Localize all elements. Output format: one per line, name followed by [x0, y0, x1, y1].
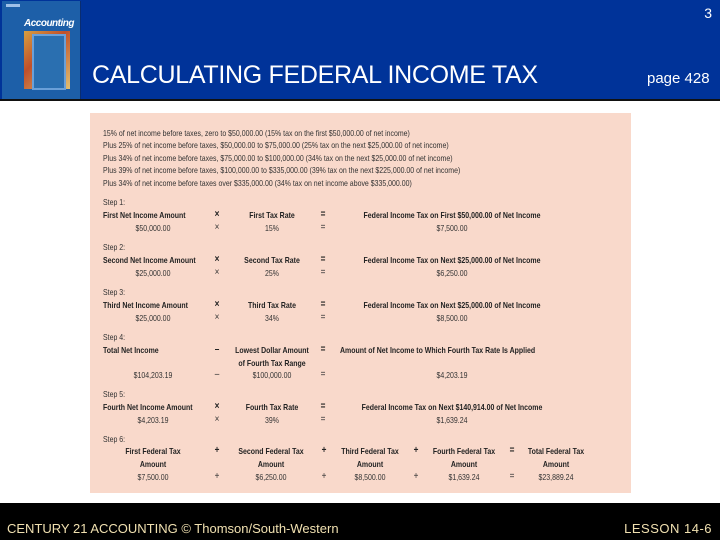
step-header: Amount	[356, 459, 384, 469]
step-label: Step 2:	[103, 242, 126, 252]
operator: =	[320, 209, 326, 220]
operator: +	[214, 471, 220, 482]
step-header: Lowest Dollar Amount	[235, 345, 309, 355]
operator: ×	[214, 222, 220, 233]
step-header: Amount	[257, 459, 285, 469]
step-label: Step 6:	[103, 434, 126, 444]
tax-bracket-line: Plus 34% of net income before taxes over $335,000.00 (34% tax on net income above $335,000.00)	[103, 178, 412, 188]
step-label: Step 4:	[103, 332, 126, 342]
step-label: Step 1:	[103, 197, 126, 207]
cover-title: Accounting	[24, 18, 74, 29]
operator: +	[413, 445, 419, 456]
step-value: $6,250.00	[255, 472, 287, 482]
step-header: First Tax Rate	[249, 210, 295, 220]
operator: ×	[214, 401, 220, 412]
step-header: of Fourth Tax Range	[238, 358, 306, 368]
step-value: $100,000.00	[252, 370, 292, 380]
step-header: First Federal Tax	[125, 446, 181, 456]
page-reference: page 428	[647, 70, 710, 87]
slide-footer	[0, 503, 720, 540]
step-value: $4,203.19	[137, 415, 169, 425]
step-value: 39%	[265, 415, 279, 425]
step-value: 15%	[265, 223, 279, 233]
step-value: $8,500.00	[436, 313, 468, 323]
operator: =	[320, 369, 326, 380]
step-header: Second Net Income Amount	[103, 255, 196, 265]
step-header: Amount	[450, 459, 478, 469]
slide-header	[0, 0, 720, 101]
step-value: $4,203.19	[436, 370, 468, 380]
step-value: $23,889.24	[538, 472, 574, 482]
step-header: Third Tax Rate	[248, 300, 296, 310]
cover-publisher-mark	[6, 4, 20, 7]
book-cover-image	[2, 1, 81, 99]
operator: =	[320, 401, 326, 412]
slide-number: 3	[704, 5, 712, 21]
step-value: $104,203.19	[133, 370, 173, 380]
step-value: 25%	[265, 268, 279, 278]
operator: –	[214, 369, 220, 380]
step-header: Federal Income Tax on Next $25,000.00 of Net Income	[363, 255, 541, 265]
step-header: Second Tax Rate	[244, 255, 300, 265]
tax-bracket-line: Plus 39% of net income before taxes, $100,000.00 to $335,000.00 (39% tax on the next $225,000.00 of net income)	[103, 165, 461, 175]
operator: ×	[214, 209, 220, 220]
tax-bracket-line: 15% of net income before taxes, zero to $50,000.00 (15% tax on the first $50,000.00 of net income)	[103, 128, 410, 138]
step-value: $7,500.00	[137, 472, 169, 482]
page-title: CALCULATING FEDERAL INCOME TAX	[92, 61, 538, 89]
step-value: $6,250.00	[436, 268, 468, 278]
step-value: $50,000.00	[135, 223, 171, 233]
step-header: Third Net Income Amount	[103, 300, 188, 310]
step-label: Step 3:	[103, 287, 126, 297]
cover-door-illustration	[32, 34, 66, 90]
step-value: 34%	[265, 313, 279, 323]
operator: ×	[214, 312, 220, 323]
step-header: Fourth Tax Rate	[245, 402, 299, 412]
operator: +	[321, 471, 327, 482]
step-value: $1,639.24	[436, 415, 468, 425]
operator: =	[320, 267, 326, 278]
step-value: $7,500.00	[436, 223, 468, 233]
step-header: Amount	[139, 459, 167, 469]
step-header: Amount of Net Income to Which Fourth Tax Rate Is Applied	[340, 345, 536, 355]
step-header: Fourth Federal Tax	[432, 446, 496, 456]
step-value: $1,639.24	[448, 472, 480, 482]
operator: +	[214, 445, 220, 456]
step-header: Third Federal Tax	[341, 446, 399, 456]
footer-copyright: CENTURY 21 ACCOUNTING © Thomson/South-Western	[7, 521, 339, 536]
operator: –	[214, 344, 220, 355]
tax-bracket-line: Plus 34% of net income before taxes, $75,000.00 to $100,000.00 (34% tax on the next $25,000.00 of net income)	[103, 153, 453, 163]
step-value: $25,000.00	[135, 268, 171, 278]
step-header: Amount	[542, 459, 570, 469]
step-header: Federal Income Tax on First $50,000.00 of Net Income	[363, 210, 541, 220]
step-header: Second Federal Tax	[238, 446, 304, 456]
operator: =	[320, 222, 326, 233]
operator: =	[509, 445, 515, 456]
step-header: Federal Income Tax on Next $25,000.00 of Net Income	[363, 300, 541, 310]
operator: ×	[214, 254, 220, 265]
operator: =	[320, 414, 326, 425]
step-header: Federal Income Tax on Next $140,914.00 of Net Income	[361, 402, 543, 412]
operator: =	[320, 254, 326, 265]
operator: =	[320, 299, 326, 310]
step-label: Step 5:	[103, 389, 126, 399]
step-value: $25,000.00	[135, 313, 171, 323]
lesson-number: LESSON 14-6	[624, 521, 712, 536]
operator: =	[320, 344, 326, 355]
step-header: Fourth Net Income Amount	[103, 402, 193, 412]
operator: +	[321, 445, 327, 456]
tax-calculation-figure	[90, 113, 631, 493]
step-header: Total Net Income	[103, 345, 159, 355]
operator: =	[509, 471, 515, 482]
step-header: First Net Income Amount	[103, 210, 186, 220]
operator: ×	[214, 414, 220, 425]
operator: ×	[214, 267, 220, 278]
operator: =	[320, 312, 326, 323]
step-header: Total Federal Tax	[527, 446, 585, 456]
step-value: $8,500.00	[354, 472, 386, 482]
operator: +	[413, 471, 419, 482]
tax-bracket-line: Plus 25% of net income before taxes, $50,000.00 to $75,000.00 (25% tax on the next $25,000.00 of net income)	[103, 140, 449, 150]
operator: ×	[214, 299, 220, 310]
